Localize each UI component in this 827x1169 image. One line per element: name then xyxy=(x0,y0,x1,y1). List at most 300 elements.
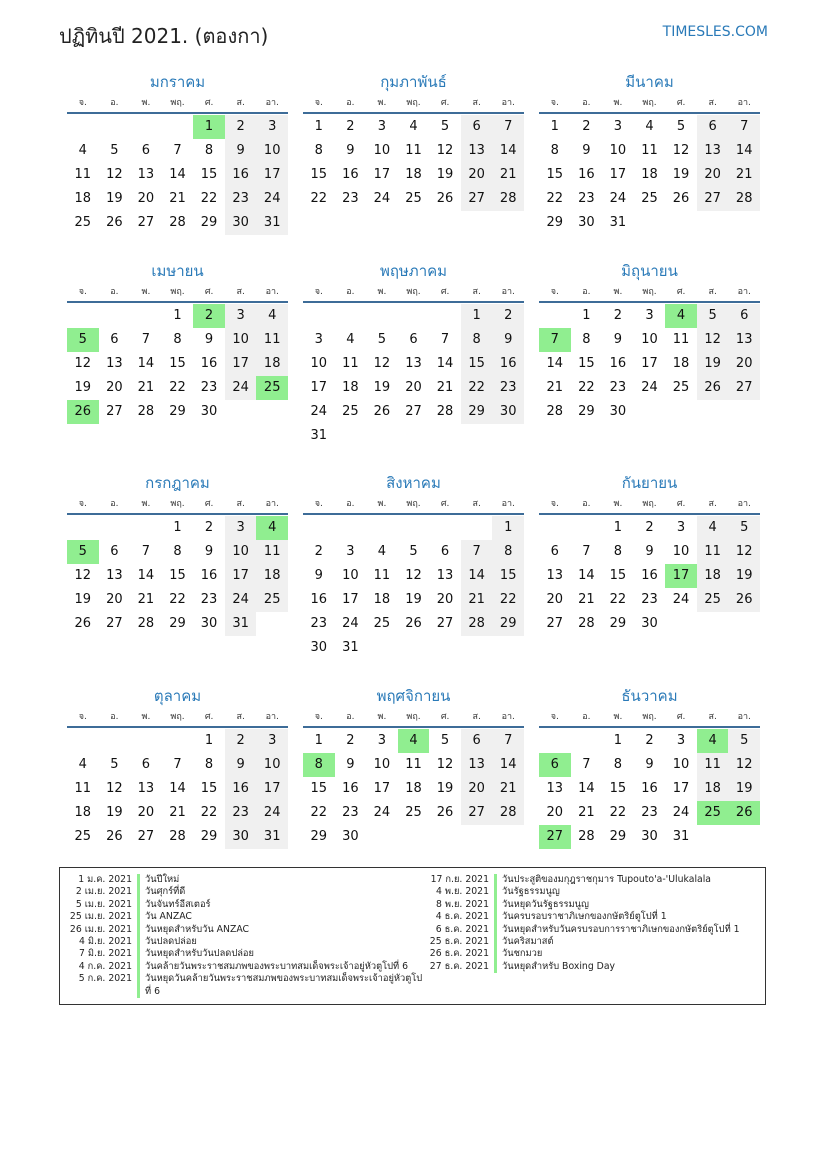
day-cell: 25 xyxy=(342,404,359,419)
day-cell: 4 xyxy=(346,332,355,347)
day-cell: 15 xyxy=(169,568,186,583)
day-cell: 11 xyxy=(256,540,288,564)
day-cell: 17 xyxy=(342,592,359,607)
day-cell: 13 xyxy=(106,356,123,371)
empty-day-cell xyxy=(99,115,131,139)
holiday-day-cell: 26 xyxy=(728,801,760,825)
empty-day-cell xyxy=(335,304,367,328)
weekday-label: อ. xyxy=(110,712,119,722)
month-name: มกราคม xyxy=(149,73,206,91)
day-cell: 17 xyxy=(225,352,257,376)
day-cell: 6 xyxy=(461,729,493,753)
day-cell: 21 xyxy=(578,592,595,607)
holiday-day-cell: 4 xyxy=(398,729,430,753)
day-cell: 18 xyxy=(256,352,288,376)
empty-day-cell xyxy=(335,516,367,540)
day-cell: 25 xyxy=(256,588,288,612)
holiday-day-cell: 25 xyxy=(697,801,729,825)
day-cell: 22 xyxy=(578,380,595,395)
day-cell: 6 xyxy=(440,544,450,559)
legend-row xyxy=(425,911,760,923)
day-cell: 9 xyxy=(314,568,323,583)
weekday-label: จ. xyxy=(550,287,559,297)
holiday-date: 26 ธ.ค. 2021 xyxy=(429,948,489,960)
day-cell: 26 xyxy=(697,376,729,400)
day-cell: 2 xyxy=(314,544,323,559)
day-cell: 16 xyxy=(641,568,658,583)
day-cell: 21 xyxy=(546,380,564,395)
day-cell: 20 xyxy=(106,592,123,607)
day-cell: 8 xyxy=(314,143,323,158)
day-grid xyxy=(539,516,760,636)
day-cell: 5 xyxy=(377,332,387,347)
day-cell: 19 xyxy=(672,167,690,182)
day-grid xyxy=(67,729,288,849)
day-cell: 13 xyxy=(728,328,760,352)
weekday-label: อ. xyxy=(582,287,591,297)
holiday-name: วันรัฐธรรมนูญ xyxy=(494,886,560,898)
day-cell: 7 xyxy=(141,332,151,347)
day-cell: 9 xyxy=(204,332,214,347)
legend-row xyxy=(425,886,760,898)
day-cell: 17 xyxy=(373,167,391,182)
day-cell: 25 xyxy=(672,380,690,395)
day-cell: 5 xyxy=(440,119,450,134)
day-cell: 14 xyxy=(492,753,524,777)
day-cell: 24 xyxy=(373,191,391,206)
day-cell: 2 xyxy=(225,115,257,139)
weekday-label: ศ. xyxy=(440,499,450,509)
holiday-name: วันจันทร์อีสเตอร์ xyxy=(137,899,211,911)
day-cell: 8 xyxy=(613,544,623,559)
day-cell: 4 xyxy=(409,119,418,134)
day-cell: 8 xyxy=(204,757,214,772)
day-cell: 8 xyxy=(204,143,214,158)
holiday-date: 7 มิ.ย. 2021 xyxy=(79,948,132,960)
day-cell: 17 xyxy=(641,356,658,371)
day-cell: 16 xyxy=(225,163,257,187)
day-cell: 15 xyxy=(609,568,627,583)
day-cell: 28 xyxy=(492,187,524,211)
day-cell: 2 xyxy=(346,733,355,748)
empty-day-cell xyxy=(398,516,430,540)
day-cell: 18 xyxy=(373,592,391,607)
day-cell: 11 xyxy=(697,753,729,777)
day-cell: 14 xyxy=(169,167,186,182)
weekday-label: อ. xyxy=(110,287,119,297)
month-name: กุมภาพันธ์ xyxy=(380,73,447,91)
day-cell: 29 xyxy=(578,404,595,419)
day-cell: 17 xyxy=(310,380,328,395)
day-cell: 11 xyxy=(641,143,658,158)
day-cell: 7 xyxy=(173,143,182,158)
day-cell: 10 xyxy=(225,540,257,564)
day-cell: 12 xyxy=(436,757,454,772)
day-cell: 10 xyxy=(256,753,288,777)
day-cell: 1 xyxy=(613,520,623,535)
empty-day-cell xyxy=(461,516,493,540)
weekday-label: ศ. xyxy=(440,712,450,722)
day-cell: 23 xyxy=(492,376,524,400)
day-cell: 10 xyxy=(256,139,288,163)
day-cell: 31 xyxy=(342,640,359,655)
day-cell: 18 xyxy=(697,777,729,801)
day-cell: 29 xyxy=(169,616,186,631)
day-cell: 22 xyxy=(546,191,564,206)
day-cell: 26 xyxy=(106,829,123,844)
day-cell: 4 xyxy=(78,143,87,158)
holiday-day-cell: 4 xyxy=(665,304,697,328)
day-cell: 13 xyxy=(137,167,155,182)
day-cell: 5 xyxy=(728,729,760,753)
day-cell: 13 xyxy=(436,568,454,583)
day-cell: 28 xyxy=(728,187,760,211)
day-cell: 26 xyxy=(436,805,454,820)
day-cell: 19 xyxy=(697,352,729,376)
holiday-name: วันคล้ายวันพระราชสมภพของพระบาทสมเด็จพระเจ้าอยู่หัวตูโปที่ 6 xyxy=(137,961,408,973)
weekday-label: ส. xyxy=(472,712,481,722)
holiday-name: วันหยุดวันรัฐธรรมนูญ xyxy=(494,899,589,911)
month-name: มีนาคม xyxy=(625,73,674,91)
weekday-label: อ. xyxy=(346,712,355,722)
month-name: พฤษภาคม xyxy=(379,262,448,280)
day-cell: 30 xyxy=(492,400,524,424)
day-cell: 16 xyxy=(342,167,359,182)
weekday-label: ศ. xyxy=(204,287,214,297)
weekday-label: พ. xyxy=(141,287,151,297)
day-cell: 15 xyxy=(546,167,564,182)
holiday-date: 2 เม.ย. 2021 xyxy=(75,886,132,898)
day-cell: 10 xyxy=(641,332,658,347)
day-cell: 13 xyxy=(405,356,422,371)
day-cell: 1 xyxy=(173,308,182,323)
day-cell: 23 xyxy=(641,805,658,820)
day-cell: 30 xyxy=(641,616,658,631)
weekday-label: อา. xyxy=(737,499,751,509)
day-cell: 23 xyxy=(225,801,257,825)
day-cell: 3 xyxy=(225,304,257,328)
day-cell: 3 xyxy=(377,119,387,134)
legend-row xyxy=(66,948,426,960)
day-cell: 11 xyxy=(256,328,288,352)
day-cell: 12 xyxy=(106,781,123,796)
holiday-name: วันศุกร์ที่ดี xyxy=(137,886,185,898)
day-cell: 10 xyxy=(672,544,690,559)
month-name: ตุลาคม xyxy=(153,687,202,705)
weekday-label: พ. xyxy=(613,712,623,722)
holiday-name: วันประสูติของมกุฎราชกุมาร Tupouto'a-'Ulukalala xyxy=(494,874,711,886)
holiday-day-cell: 8 xyxy=(303,753,335,777)
day-cell: 17 xyxy=(672,781,690,796)
day-cell: 1 xyxy=(492,516,524,540)
day-cell: 29 xyxy=(169,404,186,419)
month-name: กรกฎาคม xyxy=(145,474,210,492)
day-cell: 14 xyxy=(137,356,155,371)
empty-day-cell xyxy=(539,304,571,328)
empty-day-cell xyxy=(398,304,430,328)
day-cell: 9 xyxy=(225,753,257,777)
day-cell: 1 xyxy=(173,520,182,535)
day-cell: 21 xyxy=(137,380,155,395)
day-cell: 12 xyxy=(436,143,454,158)
weekday-label: ส. xyxy=(472,499,481,509)
day-cell: 20 xyxy=(546,805,564,820)
month-name: เมษายน xyxy=(151,262,204,280)
day-cell: 22 xyxy=(609,805,627,820)
weekday-label: ส. xyxy=(236,98,245,108)
day-cell: 9 xyxy=(204,544,214,559)
day-cell: 28 xyxy=(461,612,493,636)
day-cell: 29 xyxy=(310,829,328,844)
month-block xyxy=(539,684,760,849)
holiday-date: 27 ธ.ค. 2021 xyxy=(429,960,489,972)
empty-day-cell xyxy=(67,729,99,753)
holiday-date: 5 เม.ย. 2021 xyxy=(75,898,132,910)
day-grid xyxy=(67,304,288,424)
weekday-label: ส. xyxy=(472,98,481,108)
empty-day-cell xyxy=(303,304,335,328)
day-cell: 24 xyxy=(310,404,328,419)
legend-row xyxy=(425,948,760,960)
weekday-label: ส. xyxy=(236,287,245,297)
day-grid xyxy=(303,304,524,448)
site-link[interactable]: TIMESLES.COM xyxy=(662,24,768,40)
day-cell: 6 xyxy=(110,544,119,559)
day-cell: 7 xyxy=(461,540,493,564)
weekday-label: พฤ. xyxy=(406,98,421,108)
day-cell: 21 xyxy=(461,588,493,612)
weekday-header xyxy=(303,708,524,728)
weekday-label: พฤ. xyxy=(170,287,185,297)
weekday-label: อ. xyxy=(582,98,591,108)
day-cell: 13 xyxy=(137,781,155,796)
day-cell: 30 xyxy=(200,404,218,419)
day-cell: 9 xyxy=(225,139,257,163)
weekday-label: ศ. xyxy=(676,98,686,108)
day-cell: 16 xyxy=(641,781,658,796)
day-cell: 20 xyxy=(697,163,729,187)
holiday-date: 4 มิ.ย. 2021 xyxy=(79,936,132,948)
day-cell: 28 xyxy=(546,404,564,419)
day-cell: 8 xyxy=(461,328,493,352)
empty-day-cell xyxy=(366,516,398,540)
weekday-label: พฤ. xyxy=(406,287,421,297)
day-cell: 8 xyxy=(173,544,182,559)
day-cell: 13 xyxy=(546,568,564,583)
day-cell: 1 xyxy=(582,308,591,323)
day-cell: 3 xyxy=(645,308,654,323)
day-cell: 18 xyxy=(256,564,288,588)
day-cell: 4 xyxy=(697,516,729,540)
day-cell: 23 xyxy=(200,592,218,607)
weekday-label: อ. xyxy=(582,712,591,722)
day-cell: 18 xyxy=(342,380,359,395)
legend-row xyxy=(66,936,426,948)
day-cell: 27 xyxy=(546,616,564,631)
day-cell: 22 xyxy=(310,805,328,820)
day-cell: 16 xyxy=(578,167,595,182)
day-cell: 7 xyxy=(582,544,591,559)
day-cell: 6 xyxy=(461,115,493,139)
day-cell: 4 xyxy=(377,544,387,559)
weekday-label: ส. xyxy=(708,287,717,297)
day-cell: 19 xyxy=(728,777,760,801)
weekday-label: อ. xyxy=(582,499,591,509)
day-cell: 28 xyxy=(578,616,595,631)
day-cell: 14 xyxy=(546,356,564,371)
day-cell: 21 xyxy=(492,777,524,801)
day-cell: 24 xyxy=(641,380,658,395)
day-cell: 2 xyxy=(645,733,654,748)
day-cell: 4 xyxy=(645,119,654,134)
day-cell: 31 xyxy=(256,211,288,235)
legend-row xyxy=(425,936,760,948)
day-cell: 4 xyxy=(78,757,87,772)
weekday-label: พ. xyxy=(141,499,151,509)
holiday-name: วัน ANZAC xyxy=(137,911,192,923)
day-cell: 8 xyxy=(582,332,591,347)
day-grid xyxy=(67,115,288,235)
day-cell: 18 xyxy=(74,191,92,206)
weekday-header xyxy=(539,94,760,114)
day-cell: 1 xyxy=(613,733,623,748)
empty-day-cell xyxy=(429,516,461,540)
month-block xyxy=(303,70,524,211)
month-block xyxy=(539,70,760,235)
day-cell: 19 xyxy=(373,380,391,395)
day-cell: 23 xyxy=(225,187,257,211)
day-grid xyxy=(303,516,524,660)
day-cell: 2 xyxy=(204,520,214,535)
month-block xyxy=(67,70,288,235)
holiday-date: 25 ธ.ค. 2021 xyxy=(429,936,489,948)
empty-day-cell xyxy=(571,516,603,540)
weekday-label: อา. xyxy=(501,98,515,108)
day-cell: 11 xyxy=(342,356,359,371)
empty-day-cell xyxy=(429,304,461,328)
weekday-label: ศ. xyxy=(204,499,214,509)
holiday-name: วันคริสมาสต์ xyxy=(494,936,554,948)
day-cell: 28 xyxy=(436,404,454,419)
day-cell: 21 xyxy=(578,805,595,820)
day-cell: 1 xyxy=(204,733,214,748)
empty-day-cell xyxy=(539,729,571,753)
holiday-date: 1 ม.ค. 2021 xyxy=(78,874,132,885)
day-cell: 27 xyxy=(137,215,155,230)
day-cell: 12 xyxy=(74,568,92,583)
day-cell: 24 xyxy=(672,805,690,820)
empty-day-cell xyxy=(130,115,162,139)
day-cell: 6 xyxy=(697,115,729,139)
day-cell: 15 xyxy=(200,167,218,182)
day-cell: 22 xyxy=(609,592,627,607)
holiday-name: วันหยุดวันคล้ายวันพระราชสมภพของพระบาทสมเด็จพระเจ้าอยู่หัวตูโปที่ 6 xyxy=(137,973,426,998)
day-cell: 24 xyxy=(373,805,391,820)
empty-day-cell xyxy=(162,115,194,139)
day-cell: 25 xyxy=(74,215,92,230)
day-cell: 20 xyxy=(546,592,564,607)
day-cell: 15 xyxy=(169,356,186,371)
day-cell: 9 xyxy=(645,757,654,772)
day-cell: 25 xyxy=(74,829,92,844)
day-cell: 8 xyxy=(550,143,559,158)
holiday-day-cell: 17 xyxy=(665,564,697,588)
day-grid xyxy=(303,115,524,211)
day-cell: 16 xyxy=(200,356,218,371)
day-cell: 13 xyxy=(546,781,564,796)
day-cell: 29 xyxy=(546,215,564,230)
weekday-label: อา. xyxy=(265,712,279,722)
weekday-label: อา. xyxy=(265,287,279,297)
holiday-name: วันหยุดสำหรับวันครบรอบการราชาภิเษกของกษัตริย์ตูโปที่ 1 xyxy=(494,924,740,936)
weekday-label: พฤ. xyxy=(642,287,657,297)
day-cell: 21 xyxy=(492,163,524,187)
weekday-label: พ. xyxy=(377,712,387,722)
holiday-day-cell: 26 xyxy=(67,400,99,424)
day-cell: 30 xyxy=(225,211,257,235)
weekday-label: พฤ. xyxy=(642,499,657,509)
day-cell: 30 xyxy=(609,404,627,419)
day-cell: 11 xyxy=(405,143,422,158)
legend-row xyxy=(425,924,760,936)
day-cell: 15 xyxy=(200,781,218,796)
day-cell: 27 xyxy=(106,616,123,631)
day-cell: 16 xyxy=(342,781,359,796)
day-cell: 3 xyxy=(346,544,355,559)
day-cell: 29 xyxy=(609,829,627,844)
weekday-label: พ. xyxy=(613,98,623,108)
weekday-label: ส. xyxy=(708,98,717,108)
day-cell: 3 xyxy=(676,520,686,535)
legend-column-right xyxy=(425,874,760,973)
day-cell: 28 xyxy=(492,801,524,825)
day-cell: 14 xyxy=(492,139,524,163)
day-cell: 28 xyxy=(578,829,595,844)
day-grid xyxy=(539,115,760,235)
day-cell: 29 xyxy=(200,215,218,230)
holiday-legend xyxy=(59,867,766,1005)
weekday-label: จ. xyxy=(550,499,559,509)
day-cell: 6 xyxy=(409,332,418,347)
day-cell: 26 xyxy=(436,191,454,206)
day-cell: 1 xyxy=(314,733,323,748)
day-cell: 29 xyxy=(609,616,627,631)
day-cell: 16 xyxy=(310,592,328,607)
day-cell: 2 xyxy=(492,304,524,328)
day-cell: 1 xyxy=(550,119,559,134)
day-cell: 18 xyxy=(74,805,92,820)
legend-row xyxy=(66,924,426,936)
month-name: ธันวาคม xyxy=(621,687,678,705)
weekday-label: จ. xyxy=(78,98,87,108)
weekday-label: จ. xyxy=(78,287,87,297)
day-cell: 20 xyxy=(106,380,123,395)
month-block xyxy=(67,684,288,849)
weekday-label: พ. xyxy=(377,287,387,297)
day-cell: 24 xyxy=(342,616,359,631)
weekday-label: จ. xyxy=(78,712,87,722)
weekday-label: พฤ. xyxy=(406,712,421,722)
day-cell: 26 xyxy=(728,588,760,612)
empty-day-cell xyxy=(99,304,131,328)
day-cell: 25 xyxy=(405,805,422,820)
legend-row xyxy=(66,886,426,898)
month-block xyxy=(539,471,760,636)
weekday-label: พฤ. xyxy=(642,712,657,722)
day-cell: 12 xyxy=(728,753,760,777)
day-cell: 26 xyxy=(106,215,123,230)
weekday-label: ศ. xyxy=(676,499,686,509)
